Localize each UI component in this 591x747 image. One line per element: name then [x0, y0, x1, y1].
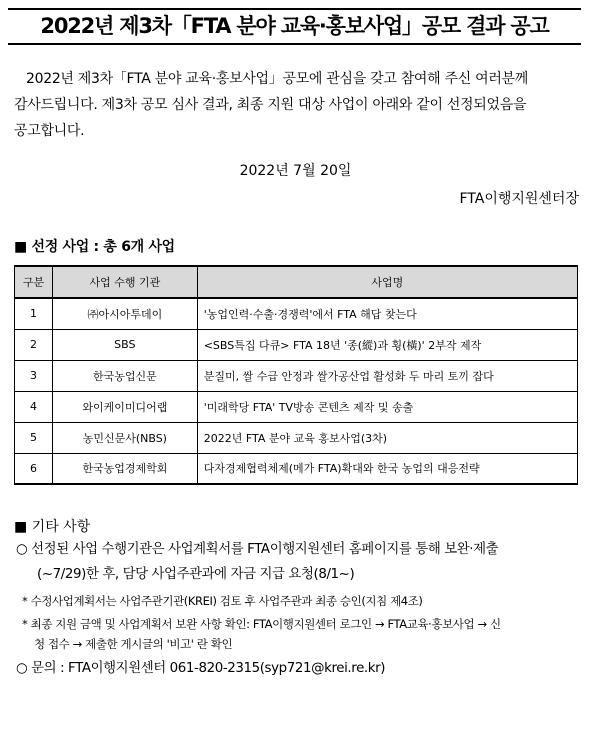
row-project-name: 다자경제협력체제(메가 FTA)확대와 한국 농업의 대응전략 — [197, 453, 577, 484]
table-row — [15, 298, 578, 329]
intro-line: 공고합니다. — [14, 123, 85, 139]
other-notes-heading: ■ 기타 사항 — [14, 519, 91, 535]
table-row — [15, 391, 578, 422]
note-final-amount-continued: 청 접수 → 제출한 게시글의 '비고' 란 확인 — [34, 637, 233, 651]
table-row — [15, 329, 578, 360]
row-organization: 와이케이미디어랩 — [52, 391, 197, 422]
note-final-amount: * 최종 지원 금액 및 사업계획서 보완 사항 확인: FTA이행지원센터 로그인 → FTA교육·홍보사업 → 신 — [22, 617, 501, 631]
intro-paragraph — [14, 66, 579, 144]
row-number: 3 — [15, 360, 53, 391]
selected-projects-heading: ■ 선정 사업 : 총 6개 사업 — [14, 239, 175, 255]
table-row — [15, 422, 578, 453]
row-number: 1 — [15, 298, 53, 329]
row-project-name: 2022년 FTA 분야 교육 홍보사업(3차) — [197, 422, 577, 453]
row-organization: SBS — [52, 329, 197, 360]
announcement-date: 2022년 7월 20일 — [239, 163, 352, 179]
submission-instruction-continued: (~7/29)한 후, 담당 사업주관과에 자금 지급 요청(8/1~) — [37, 567, 355, 582]
intro-line: 감사드립니다. 제3차 공모 심사 결과, 최종 지원 대상 사업이 아래와 같이 선정되었음을 — [14, 97, 527, 113]
row-project-name: 분질미, 쌀 수급 안정과 쌀가공산업 활성화 두 마리 토끼 잡다 — [197, 360, 577, 391]
column-header-project: 사업명 — [197, 266, 577, 298]
row-organization: 농민신문사(NBS) — [52, 422, 197, 453]
row-number: 5 — [15, 422, 53, 453]
row-number: 4 — [15, 391, 53, 422]
row-project-name: '미래학당 FTA' TV방송 콘텐츠 제작 및 송출 — [197, 391, 577, 422]
row-number: 6 — [15, 453, 53, 484]
row-organization: 한국농업경제학회 — [52, 453, 197, 484]
table-row — [15, 453, 578, 484]
table-header-row — [15, 266, 578, 298]
page-title: 2022년 제3차「FTA 분야 교육·홍보사업」공모 결과 공고 — [8, 8, 581, 45]
row-project-name: '농업인력·수출·경쟁력'에서 FTA 해답 찾는다 — [197, 298, 577, 329]
issuer-signature: FTA이행지원센터장 — [459, 191, 579, 207]
submission-instruction: ○ 선정된 사업 수행기관은 사업계획서를 FTA이행지원센터 홈페이지를 통해 보완·제출 — [16, 542, 499, 557]
row-organization: 한국농업신문 — [52, 360, 197, 391]
note-revised-plan: * 수정사업계획서는 사업주관기관(KREI) 검토 후 사업주관과 최종 승인(지침 제4조) — [22, 594, 423, 608]
table-row — [15, 360, 578, 391]
row-organization: ㈜아시아투데이 — [52, 298, 197, 329]
contact-info: ○ 문의 : FTA이행지원센터 061-820-2315(syp721@krei.re.kr) — [16, 661, 386, 676]
column-header-org: 사업 수행 기관 — [52, 266, 197, 298]
intro-line: 2022년 제3차「FTA 분야 교육·홍보사업」공모에 관심을 갖고 참여해 주신 여러분께 — [26, 71, 529, 87]
row-number: 2 — [15, 329, 53, 360]
selected-projects-table — [14, 265, 578, 485]
row-project-name: <SBS특집 다큐> FTA 18년 '종(縱)과 횡(橫)' 2부작 제작 — [197, 329, 577, 360]
column-header-no: 구분 — [15, 266, 53, 298]
